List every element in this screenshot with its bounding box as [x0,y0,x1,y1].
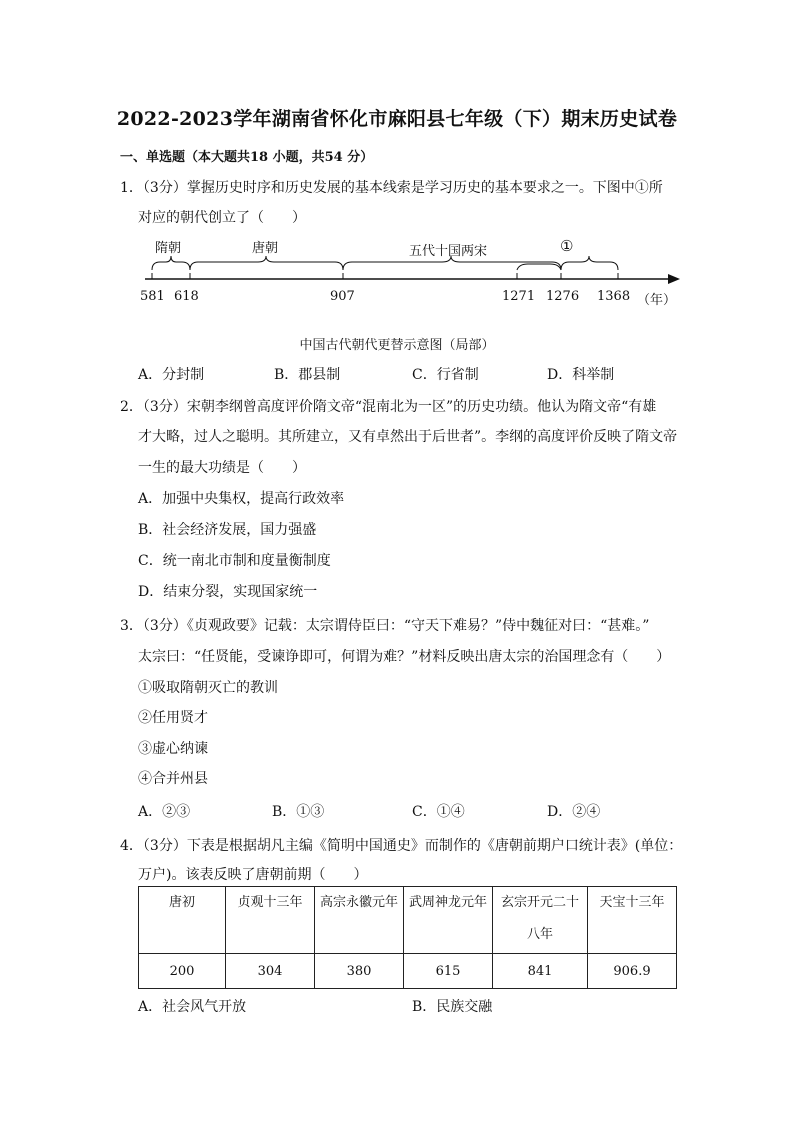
table-cell: 304 [226,954,315,989]
table-header-cell: 武周神龙元年 [404,887,493,954]
q2-option-c[interactable]: C．统一南北市制和度量衡制度 [138,553,331,569]
year-618: 618 [174,289,199,304]
year-1368: 1368 [597,289,631,304]
q4-option-a[interactable]: A．社会风气开放 [138,999,247,1015]
q1-option-b[interactable]: B．郡县制 [274,367,341,383]
brace-tang [190,256,343,270]
q3-item-4: ④合并州县 [138,771,208,787]
year-1271: 1271 [502,289,536,304]
q3-item-2: ②任用贤才 [138,710,208,726]
q3-option-d[interactable]: D．②④ [547,804,601,820]
table-cell: 906.9 [588,954,677,989]
q2-option-d[interactable]: D．结束分裂，实现国家统一 [138,584,318,600]
q1-option-c[interactable]: C．行省制 [412,367,479,383]
q3-option-a[interactable]: A．②③ [138,804,191,820]
q3-option-b[interactable]: B．①③ [272,804,325,820]
household-statistics-table [138,886,677,989]
table-header-cell: 玄宗开元二十八年 [493,887,588,954]
label-circle-1: ① [560,237,574,255]
q4-stem-line2: 万户)。该表反映了唐朝前期（ ） [138,867,368,883]
table-header-cell: 贞观十三年 [226,887,315,954]
q4-stem-line1: 4．（3分）下表是根据胡凡主编《简明中国通史》而制作的《唐朝前期户口统计表》(单位： [120,838,683,854]
page-title: 2022-2023学年湖南省怀化市麻阳县七年级（下）期末历史试卷 [116,108,678,130]
timeline-arrow [668,274,680,284]
q1-option-d[interactable]: D．科举制 [547,367,615,383]
year-unit: （年） [637,293,677,308]
timeline-graphic [0,230,794,290]
q1-option-a[interactable]: A．分封制 [138,367,205,383]
q3-item-3: ③虚心纳谏 [138,741,208,757]
q3-item-1: ①吸取隋朝灭亡的教训 [138,680,278,696]
q2-stem-line1: 2．（3分）宋朝李纲曾高度评价隋文帝“混南北为一区”的历史功绩。他认为隋文帝“有雄 [120,399,657,415]
table-row [139,954,677,989]
q2-option-a[interactable]: A．加强中央集权，提高行政效率 [138,491,345,507]
table-cell: 615 [404,954,493,989]
table-header-cell: 高宗永徽元年 [315,887,404,954]
label-sui: 隋朝 [155,241,182,256]
q2-option-b[interactable]: B．社会经济发展，国力强盛 [138,522,317,538]
table-cell: 200 [139,954,226,989]
brace-overlap [517,264,561,270]
brace-circle-1 [561,256,618,270]
q2-stem-line3: 一生的最大功绩是（ ） [138,460,306,476]
q2-stem-line2: 才大略，过人之聪明。其所建立，又有卓然出于后世者”。李纲的高度评价反映了隋文帝 [138,429,678,445]
q3-option-c[interactable]: C．①④ [412,804,465,820]
section-heading: 一、单选题（本大题共18 小题，共54 分） [120,150,374,165]
table-header-row [139,887,677,954]
q3-stem-line2: 太宗曰：“任贤能，受谏诤即可，何谓为难？”材料反映出唐太宗的治国理念有（ ） [138,649,671,665]
table-header-cell: 天宝十三年 [588,887,677,954]
q1-stem-line1: 1．（3分）掌握历史时序和历史发展的基本线索是学习历史的基本要求之一。下图中①所 [120,180,663,196]
q4-option-b[interactable]: B．民族交融 [412,999,493,1015]
table-header-cell: 唐初 [139,887,226,954]
year-581: 581 [140,289,165,304]
q3-stem-line1: 3．（3分）《贞观政要》记载：太宗谓侍臣曰：“守天下难易？”侍中魏征对曰：“甚难。” [120,618,650,634]
table-cell: 380 [315,954,404,989]
timeline-caption: 中国古代朝代更替示意图（局部） [299,338,495,353]
brace-sui [152,256,190,270]
q1-stem-line2: 对应的朝代创立了（ ） [138,210,306,226]
label-wudai-song: 五代十国两宋 [409,244,488,259]
year-907: 907 [330,289,355,304]
year-1276: 1276 [546,289,580,304]
label-tang: 唐朝 [252,241,279,256]
table-cell: 841 [493,954,588,989]
